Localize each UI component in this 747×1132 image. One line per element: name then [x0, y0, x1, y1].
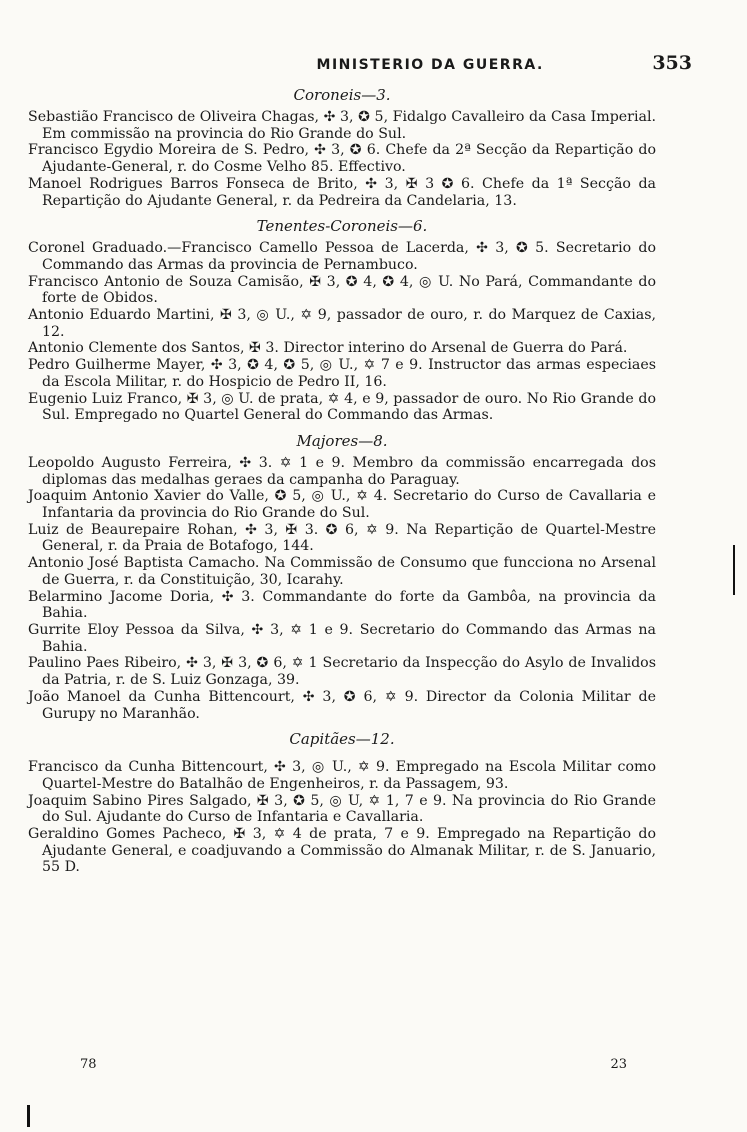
- page-content: [28, 84, 656, 876]
- list-entry: João Manoel da Cunha Bittencourt, ✣ 3, ✪ 6, ✡ 9. Director da Colonia Militar de Gurupy no Maranhão.: [28, 688, 656, 722]
- list-entry: Antonio Clemente dos Santos, ✠ 3. Director interino do Arsenal de Guerra do Pará.: [28, 340, 628, 357]
- section-title-tenentes-coroneis: Tenentes-Coroneis—6.: [256, 217, 428, 236]
- list-entry: Antonio José Baptista Camacho. Na Commissão de Consumo que funcciona no Arsenal de Guerra, r. da Constituição, 30, Icarahy.: [28, 555, 656, 588]
- list-entry: Geraldino Gomes Pacheco, ✠ 3, ✡ 4 de prata, 7 e 9. Empregado na Repartição do Ajudante General, e coadjuvando a Commissão do Almanak Militar, r. de S. Januario, 55 D.: [28, 826, 656, 876]
- footer-signature-left: 78: [80, 1057, 97, 1072]
- scan-mark-bottom-left: [27, 1105, 30, 1127]
- list-entry: Manoel Rodrigues Barros Fonseca de Brito, ✣ 3, ✠ 3 ✪ 6. Chefe da 1ª Secção da Repartição do Ajudante General, r. da Pedreira da Candelaria, 13.: [28, 175, 656, 209]
- page-header: [28, 52, 692, 74]
- list-entry: Pedro Guilherme Mayer, ✣ 3, ✪ 4, ✪ 5, ◎ U., ✡ 7 e 9. Instructor das armas especiaes da Escola Militar, r. do Hospicio de Pedro II, 16.: [28, 357, 656, 390]
- footer-signature-right: 23: [610, 1057, 627, 1072]
- list-entry: Belarmino Jacome Doria, ✣ 3. Commandante do forte da Gambôa, na provincia da Bahia.: [28, 588, 656, 622]
- section-title-coroneis: Coroneis—3.: [293, 86, 391, 104]
- list-entry: Francisco Egydio Moreira de S. Pedro, ✣ 3, ✪ 6. Chefe da 2ª Secção da Repartição do Ajudante-General, r. do Cosme Velho 85. Effectivo.: [28, 142, 656, 176]
- list-entry: Paulino Paes Ribeiro, ✣ 3, ✠ 3, ✪ 6, ✡ 1 Secretario da Inspecção do Asylo de Invalidos da Patria, r. de S. Luiz Gonzaga, 39.: [28, 655, 656, 689]
- list-entry: Gurrite Eloy Pessoa da Silva, ✣ 3, ✡ 1 e 9. Secretario do Commando das Armas na Bahia.: [28, 621, 656, 655]
- list-entry: Luiz de Beaurepaire Rohan, ✣ 3, ✠ 3. ✪ 6, ✡ 9. Na Repartição de Quartel-Mestre General, r. da Praia de Botafogo, 144.: [28, 521, 656, 555]
- running-title: MINISTERIO DA GUERRA.: [316, 57, 544, 73]
- list-entry: Sebastião Francisco de Oliveira Chagas, ✣ 3, ✪ 5, Fidalgo Cavalleiro da Casa Imperial. Em commissão na provincia do Rio Grande do Sul.: [28, 109, 656, 142]
- list-entry: Leopoldo Augusto Ferreira, ✣ 3. ✡ 1 e 9. Membro da commissão encarregada dos diplomas das medalhas geraes da campanha do Paraguay.: [28, 454, 656, 488]
- page-number: 353: [652, 52, 692, 74]
- list-entry: Francisco Antonio de Souza Camisão, ✠ 3, ✪ 4, ✪ 4, ◎ U. No Pará, Commandante do forte de Obidos.: [28, 273, 656, 307]
- page-footer: [80, 1057, 627, 1072]
- list-entry: Joaquim Sabino Pires Salgado, ✠ 3, ✪ 5, ◎ U, ✡ 1, 7 e 9. Na provincia do Rio Grande do Sul. Ajudante do Curso de Infantaria e Cavallaria.: [28, 792, 656, 826]
- list-entry: Coronel Graduado.—Francisco Camello Pessoa de Lacerda, ✣ 3, ✪ 5. Secretario do Commando das Armas da provincia de Pernambuco.: [28, 240, 656, 273]
- list-entry: Joaquim Antonio Xavier do Valle, ✪ 5, ◎ U., ✡ 4. Secretario do Curso de Cavallaria e Infantaria da provincia do Rio Grande do Sul.: [28, 488, 656, 522]
- section-title-majores: Majores—8.: [296, 431, 388, 450]
- scan-mark-right-edge: [733, 545, 735, 595]
- list-entry: Francisco da Cunha Bittencourt, ✣ 3, ◎ U., ✡ 9. Empregado na Escola Militar como Quartel-Mestre do Batalhão de Engenheiros, r. da Passagem, 93.: [28, 759, 656, 792]
- list-entry: Eugenio Luiz Franco, ✠ 3, ◎ U. de prata, ✡ 4, e 9, passador de ouro. No Rio Grande do Sul. Empregado no Quartel General do Commando das Armas.: [28, 390, 656, 424]
- list-entry: Antonio Eduardo Martini, ✠ 3, ◎ U., ✡ 9, passador de ouro, r. do Marquez de Caxias, 12.: [28, 307, 656, 340]
- section-title-capitaes: Capitães—12.: [289, 730, 395, 749]
